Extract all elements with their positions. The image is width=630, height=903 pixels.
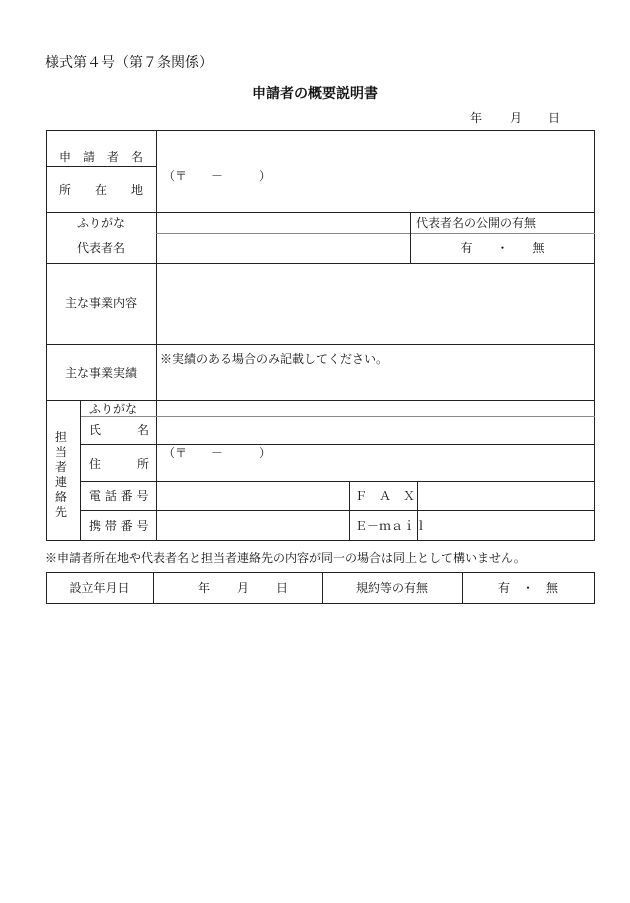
furigana-label: ふりがな [76, 216, 125, 230]
rep-public-label: 代表者名の公開の有無 [416, 216, 537, 230]
footnote: ※申請者所在地や代表者名と担当者連絡先の内容が同一の場合は同上として構いません。 [45, 551, 526, 565]
established-month-label: 月 [237, 581, 250, 595]
contact-postal-code: （〒 － ） [163, 446, 272, 460]
bylaws-label: 規約等の有無 [355, 581, 428, 595]
main-business-label: 主な事業内容 [64, 296, 137, 310]
applicant-name-label: 申 請 者 名 [58, 150, 143, 164]
bylaws-options[interactable]: 有 ・ 無 [497, 581, 558, 595]
email-label: Ｅ－ｍａｉｌ [355, 519, 428, 533]
contact-name-label: 氏 名 [89, 423, 150, 437]
document-title: 申請者の概要説明書 [252, 86, 378, 102]
phone-label: 電 話 番 号 [89, 489, 149, 503]
date-year-label: 年 [470, 111, 483, 125]
rep-name-label: 代表者名 [76, 241, 125, 255]
location-postal-code: （〒 － ） [163, 169, 272, 183]
form-number: 様式第４号（第７条関係） [45, 55, 213, 71]
main-achievements-label: 主な事業実績 [64, 366, 137, 380]
date-day-label: 日 [548, 111, 561, 125]
rep-public-options[interactable]: 有 ・ 無 [460, 241, 545, 255]
achievements-note: ※実績のある場合のみ記載してください。 [160, 352, 389, 366]
contact-address-label: 住 所 [89, 457, 150, 471]
date-month-label: 月 [510, 111, 523, 125]
mobile-label: 携 帯 番 号 [89, 519, 149, 533]
established-day-label: 日 [276, 581, 289, 595]
contact-group-label: 担当者連絡先 [54, 430, 67, 519]
contact-furigana-label: ふりがな [89, 402, 138, 416]
established-date-label: 設立年月日 [69, 581, 130, 595]
established-year-label: 年 [198, 581, 211, 595]
location-label: 所 在 地 [58, 183, 143, 197]
fax-label: Ｆ Ａ Ｘ [355, 489, 416, 503]
